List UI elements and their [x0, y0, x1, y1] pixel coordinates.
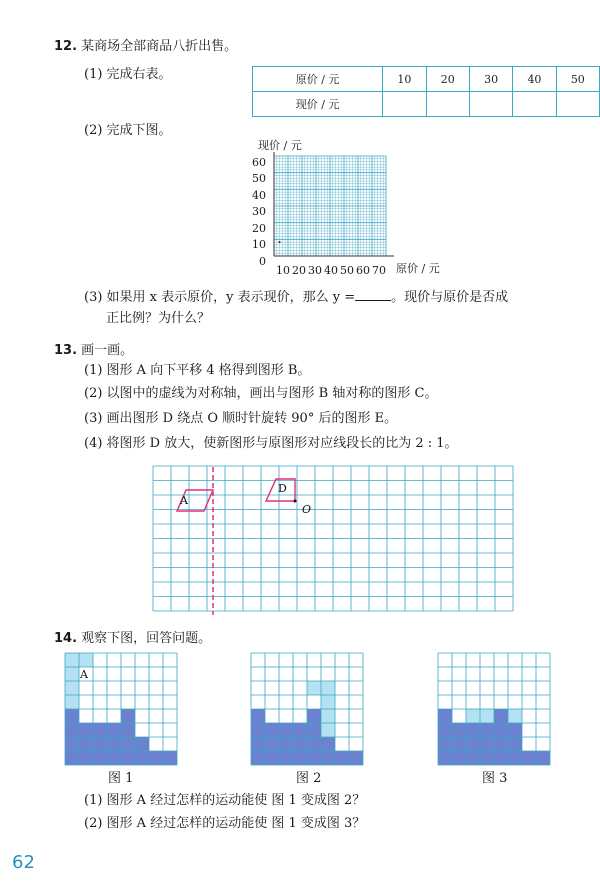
graph-yticks	[236, 150, 266, 280]
filled-cell	[65, 751, 79, 765]
filled-cell	[522, 751, 536, 765]
grid-lines	[153, 466, 513, 611]
table-row	[253, 92, 600, 117]
ytick-label: 60	[252, 156, 266, 169]
table-cell: 20	[426, 67, 469, 92]
q13-item: (3) 画出图形 D 绕点 O 顺时针旋转 90° 后的图形 E。	[84, 411, 398, 426]
table-cell-blank[interactable]	[513, 92, 556, 117]
filled-cell	[452, 737, 466, 751]
filled-cell	[321, 723, 335, 737]
xtick-label: 30	[308, 264, 322, 277]
ytick-label: 30	[252, 205, 266, 218]
filled-cell	[293, 737, 307, 751]
filled-cell	[107, 751, 121, 765]
filled-cell	[65, 695, 79, 709]
price-table	[252, 66, 600, 117]
q12-part3-cont: 正比例？为什么？	[106, 311, 211, 326]
table-row-header: 现价 / 元	[253, 92, 383, 117]
filled-cell	[93, 737, 107, 751]
figure-1-caption: 图 1	[108, 771, 134, 786]
filled-cell	[307, 751, 321, 765]
filled-cell	[508, 723, 522, 737]
filled-cell	[65, 723, 79, 737]
filled-cell	[251, 723, 265, 737]
graph-ylabel: 现价 / 元	[258, 139, 302, 152]
filled-cell	[251, 737, 265, 751]
filled-cell	[321, 709, 335, 723]
filled-cell	[149, 751, 163, 765]
filled-cell	[107, 723, 121, 737]
figure-1-a-label: A	[80, 668, 88, 681]
filled-cell	[480, 751, 494, 765]
filled-cell	[466, 723, 480, 737]
filled-cell	[107, 737, 121, 751]
filled-cell	[65, 667, 79, 681]
q14-question: (2) 图形 A 经过怎样的运动能使 图 1 变成图 3？	[84, 816, 366, 831]
figure-3	[437, 652, 553, 768]
graph-xlabel: 原价 / 元	[396, 262, 440, 275]
filled-cell	[307, 737, 321, 751]
table-row	[253, 67, 600, 92]
answer-blank[interactable]	[355, 288, 391, 301]
xtick-label: 40	[324, 264, 338, 277]
xtick-label: 70	[372, 264, 386, 277]
filled-cell	[251, 751, 265, 765]
filled-cell	[163, 751, 177, 765]
filled-cell	[79, 723, 93, 737]
filled-cell	[335, 751, 349, 765]
filled-cell	[93, 751, 107, 765]
filled-cell	[508, 709, 522, 723]
q12-heading: 12. 某商场全部商品八折出售。	[54, 39, 238, 54]
table-cell-blank[interactable]	[556, 92, 599, 117]
filled-cell	[438, 737, 452, 751]
graph-dot	[279, 241, 281, 243]
filled-cell	[121, 737, 135, 751]
filled-cell	[536, 751, 550, 765]
filled-cell	[307, 681, 321, 695]
filled-cell	[480, 723, 494, 737]
point-o-label: O	[302, 503, 312, 516]
filled-cell	[508, 737, 522, 751]
table-cell: 10	[383, 67, 426, 92]
filled-cell	[65, 681, 79, 695]
q13-item: (2) 以图中的虚线为对称轴，画出与图形 B 轴对称的图形 C。	[84, 386, 438, 401]
filled-cell	[466, 709, 480, 723]
filled-cell	[438, 709, 452, 723]
table-cell-blank[interactable]	[426, 92, 469, 117]
page-number: 62	[12, 852, 35, 873]
xtick-label: 60	[356, 264, 370, 277]
figure-3-caption: 图 3	[482, 771, 508, 786]
filled-cell	[135, 737, 149, 751]
q12-part2: (2) 完成下图。	[84, 123, 172, 138]
filled-cell	[79, 653, 93, 667]
ytick-label: 20	[252, 222, 266, 235]
table-row-header: 原价 / 元	[253, 67, 383, 92]
table-cell-blank[interactable]	[383, 92, 426, 117]
filled-cell	[65, 709, 79, 723]
q14-question: (1) 图形 A 经过怎样的运动能使 图 1 变成图 2？	[84, 793, 366, 808]
filled-cell	[494, 709, 508, 723]
filled-cell	[121, 709, 135, 723]
price-graph-grid	[268, 150, 396, 264]
filled-cell	[494, 723, 508, 737]
filled-cell	[265, 751, 279, 765]
filled-cell	[79, 737, 93, 751]
filled-cell	[135, 751, 149, 765]
filled-cell	[438, 751, 452, 765]
filled-cell	[438, 723, 452, 737]
q14-heading: 14. 观察下图，回答问题。	[54, 631, 212, 646]
filled-cell	[279, 751, 293, 765]
filled-cell	[293, 723, 307, 737]
filled-cell	[93, 723, 107, 737]
filled-cell	[121, 751, 135, 765]
xtick-label: 10	[276, 264, 290, 277]
filled-cell	[452, 751, 466, 765]
filled-cell	[466, 751, 480, 765]
filled-cell	[321, 751, 335, 765]
transform-grid	[152, 465, 514, 615]
filled-cell	[494, 751, 508, 765]
filled-cell	[265, 723, 279, 737]
filled-cell	[321, 681, 335, 695]
q13-item: (1) 图形 A 向下平移 4 格得到图形 B。	[84, 363, 311, 378]
filled-cell	[79, 751, 93, 765]
filled-cell	[121, 723, 135, 737]
xtick-label: 20	[292, 264, 306, 277]
filled-cell	[279, 737, 293, 751]
filled-cell	[480, 709, 494, 723]
filled-cell	[494, 737, 508, 751]
q12-part1: (1) 完成右表。	[84, 67, 172, 82]
q12-part3: (3) 如果用 x 表示原价，y 表示现价，那么 y = 。现价与原价是否成	[84, 290, 509, 305]
ytick-label: 50	[252, 172, 266, 185]
filled-cell	[349, 751, 363, 765]
figure-2-caption: 图 2	[296, 771, 322, 786]
figure-2	[250, 652, 366, 768]
xtick-label: 50	[340, 264, 354, 277]
filled-cell	[466, 737, 480, 751]
table-cell: 40	[513, 67, 556, 92]
filled-cell	[452, 723, 466, 737]
shape-a-label: A	[180, 494, 188, 507]
filled-cell	[307, 723, 321, 737]
filled-cell	[251, 709, 265, 723]
filled-cell	[65, 653, 79, 667]
shape-d-label: D	[278, 482, 287, 495]
filled-cell	[480, 737, 494, 751]
figure-1	[64, 652, 180, 768]
filled-cell	[321, 737, 335, 751]
table-cell: 50	[556, 67, 599, 92]
point-o	[294, 500, 297, 503]
ytick-label: 10	[252, 238, 266, 251]
filled-cell	[307, 709, 321, 723]
q13-item: (4) 将图形 D 放大，使新图形与原图形对应线段长的比为 2 : 1。	[84, 436, 458, 451]
filled-cell	[279, 723, 293, 737]
q13-heading: 13. 画一画。	[54, 343, 134, 358]
table-cell: 30	[469, 67, 512, 92]
origin-label: 0	[259, 255, 266, 268]
filled-cell	[321, 695, 335, 709]
filled-cell	[293, 751, 307, 765]
filled-cell	[508, 751, 522, 765]
table-cell-blank[interactable]	[469, 92, 512, 117]
filled-cell	[65, 737, 79, 751]
filled-cell	[265, 737, 279, 751]
ytick-label: 40	[252, 189, 266, 202]
